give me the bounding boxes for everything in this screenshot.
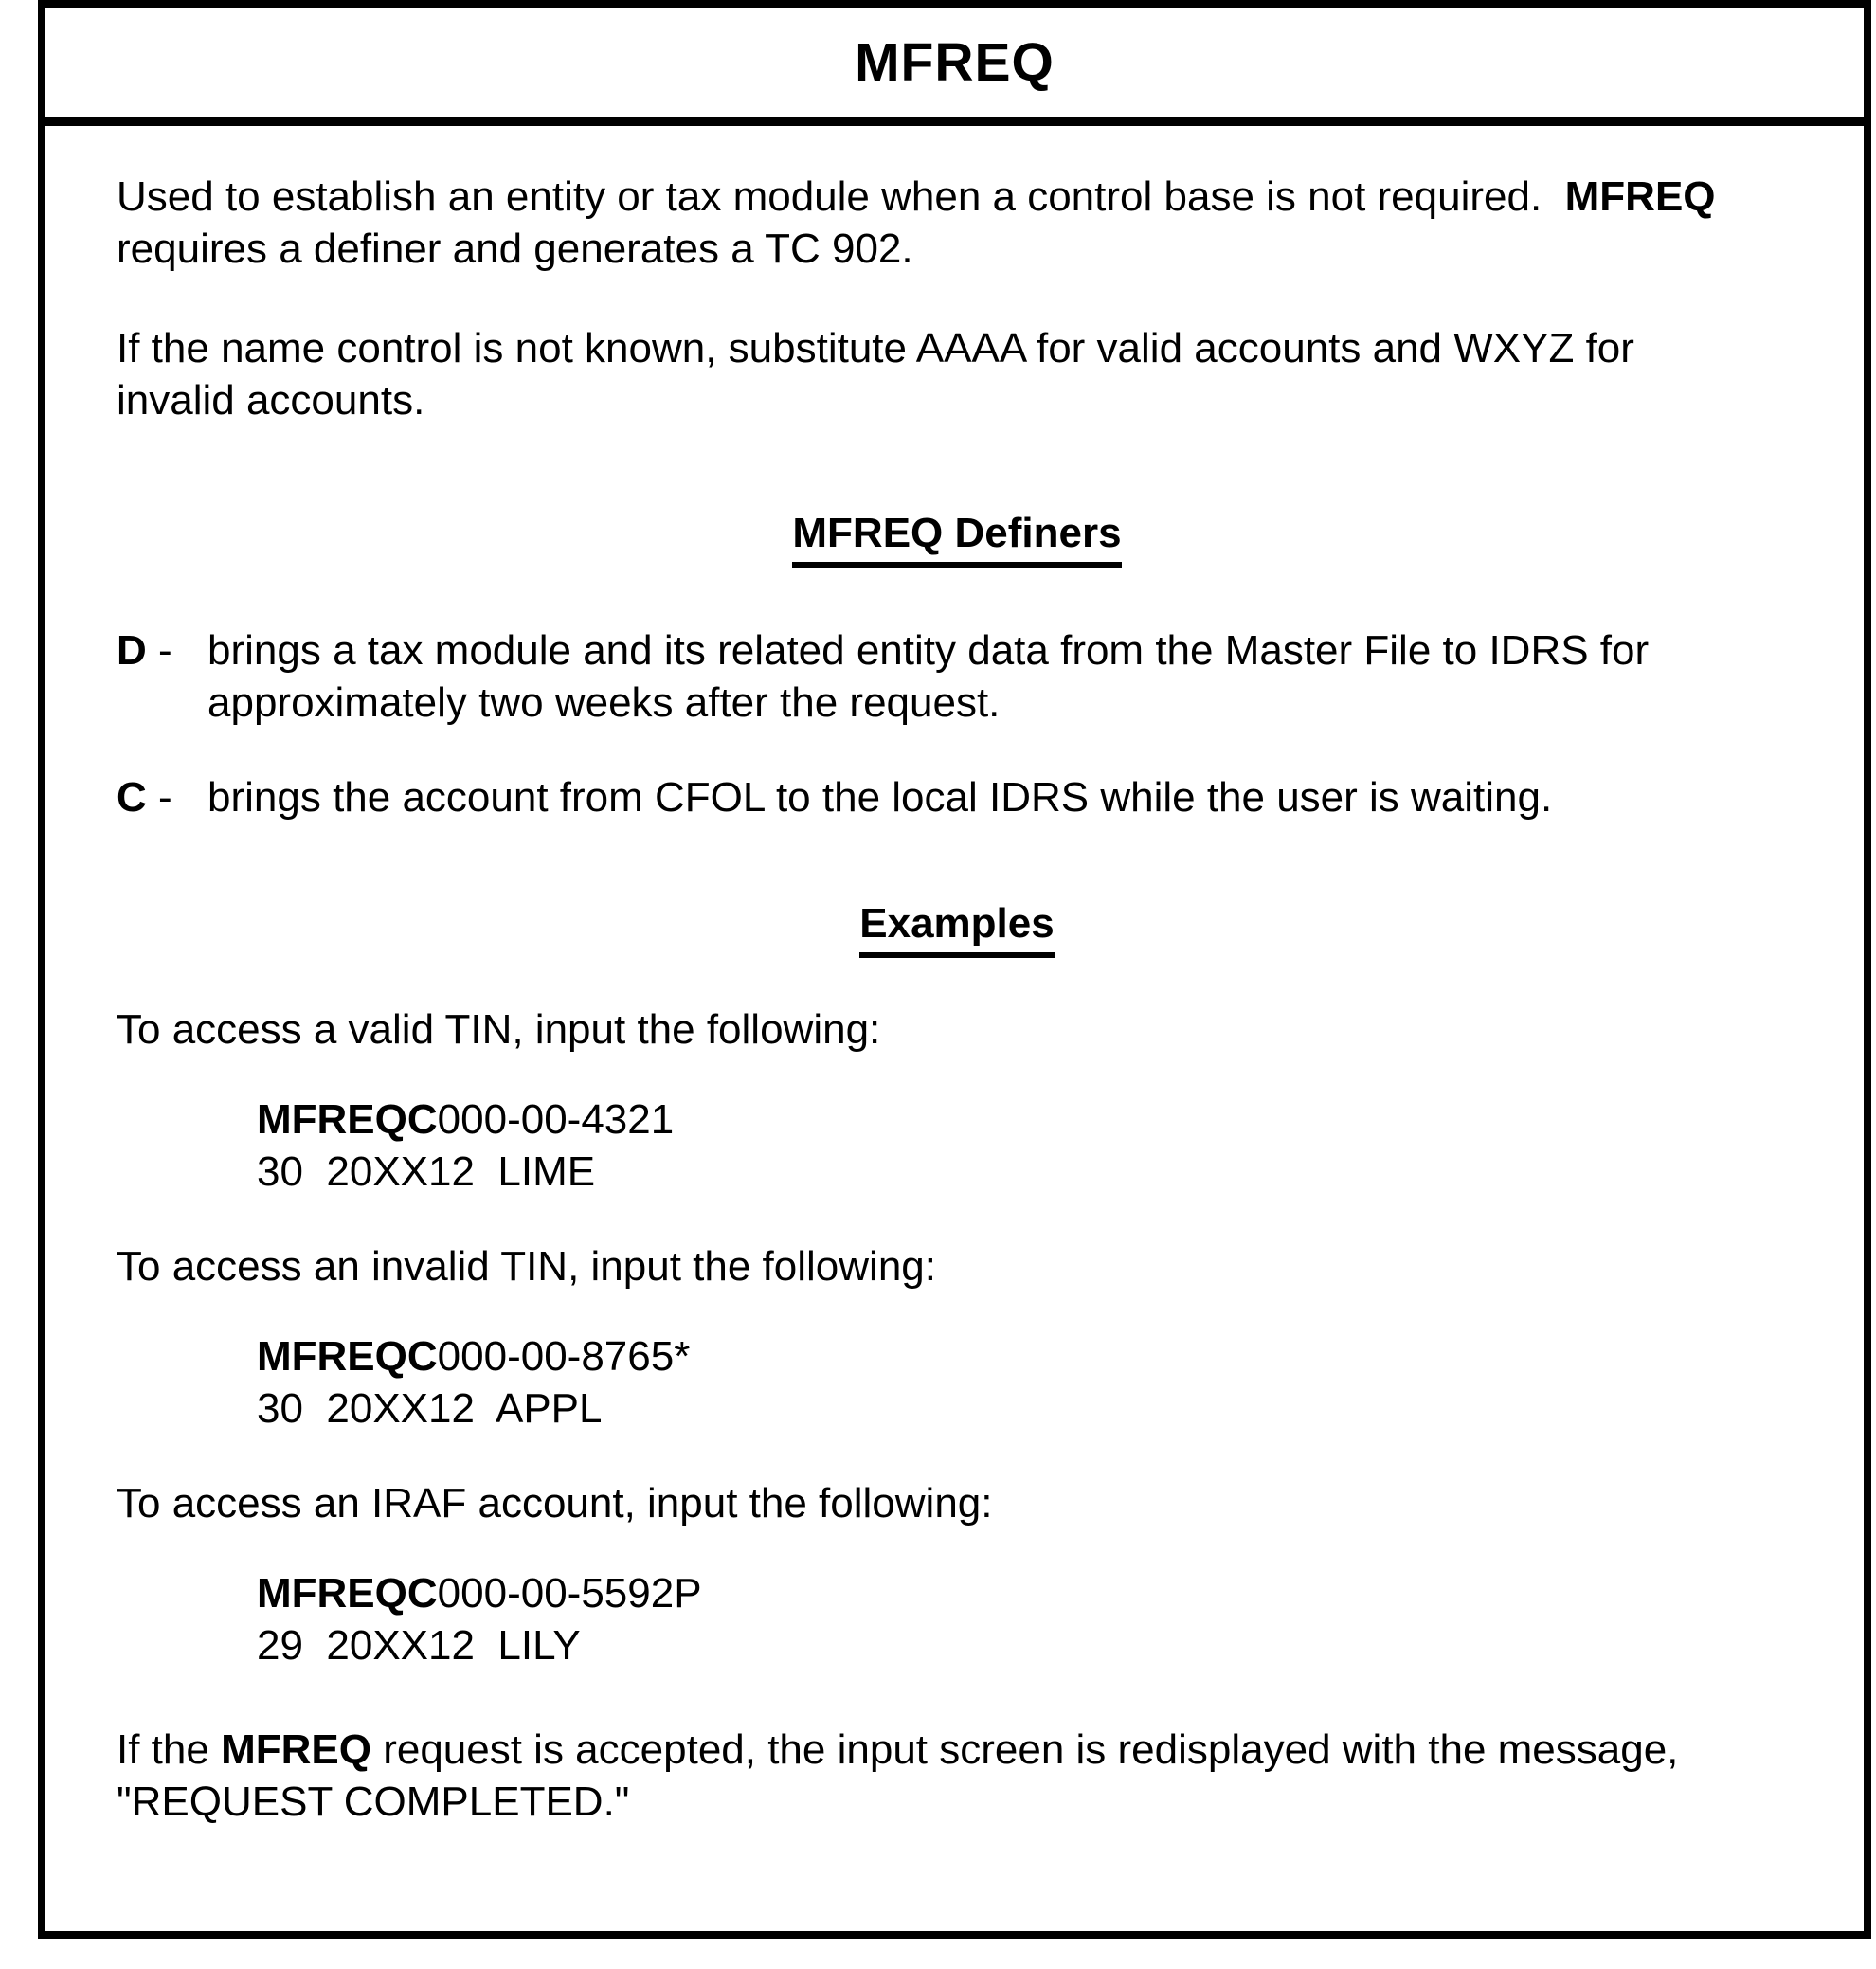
- definer-item-c: [117, 771, 1797, 823]
- example-intro-invalid-tin: To access an invalid TIN, input the following:: [117, 1243, 936, 1290]
- example-intro-valid-tin: To access a valid TIN, input the following:: [117, 1006, 881, 1053]
- definers-heading-row: [117, 507, 1797, 568]
- definer-letter-d: D: [117, 627, 147, 674]
- section-heading-examples: Examples: [859, 897, 1054, 958]
- name-control-paragraph: If the name control is not known, substitute AAAA for valid accounts and WXYZ for invalid accounts.: [117, 325, 1634, 424]
- intro-paragraph: Used to establish an entity or tax module when a control base is not required. MFREQ requires a definer and generates a TC 902.: [117, 173, 1716, 272]
- example-code-block-iraf-account: MFREQC000-00-5592P 29 20XX12 LILY: [257, 1570, 702, 1669]
- page-title: MFREQ: [855, 31, 1055, 93]
- definer-description-c: brings the account from CFOL to the local IDRS while the user is waiting.: [207, 774, 1553, 821]
- example-code-block-valid-tin: MFREQC000-00-4321 30 20XX12 LIME: [257, 1096, 675, 1195]
- section-heading-definers: MFREQ Definers: [792, 507, 1121, 568]
- example-code-block-invalid-tin: MFREQC000-00-8765* 30 20XX12 APPL: [257, 1333, 691, 1432]
- definer-dash: -: [158, 774, 172, 821]
- definer-dash: -: [158, 627, 172, 674]
- closing-paragraph: If the MFREQ request is accepted, the input screen is redisplayed with the message, "REQUEST COMPLETED.": [117, 1726, 1679, 1825]
- document-body: [45, 126, 1864, 1931]
- title-box: [45, 8, 1864, 126]
- definer-letter-c: C: [117, 774, 147, 821]
- definer-item-d: [117, 624, 1797, 729]
- examples-heading-row: [117, 897, 1797, 958]
- example-intro-iraf-account: To access an IRAF account, input the following:: [117, 1480, 993, 1526]
- document-frame: [38, 0, 1871, 1939]
- definer-description-d: brings a tax module and its related entity data from the Master File to IDRS for approximately two weeks after the request.: [207, 627, 1650, 726]
